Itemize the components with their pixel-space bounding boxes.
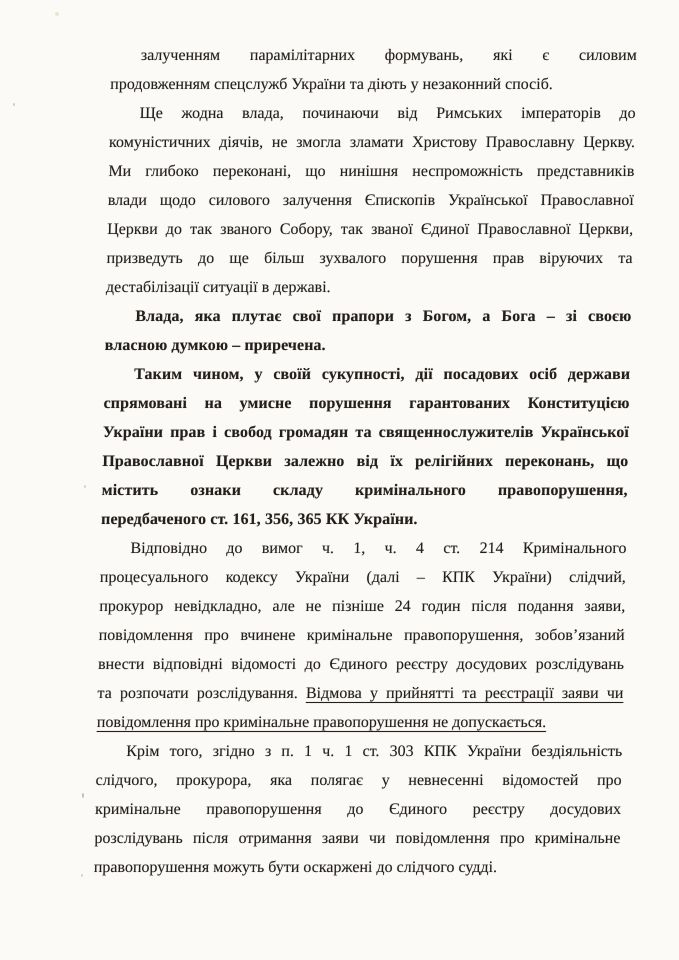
text-segment: внести відповідні відомості до Єдиного реєстру досудових розслідувань: [97, 656, 625, 673]
text-segment: Православної Церкви залежно від їх релігійних переконань, що: [102, 453, 629, 470]
paragraph: [101, 360, 631, 534]
text-line: [106, 244, 633, 273]
text-segment: містить ознаки складу кримінального правопорушення,: [101, 482, 628, 499]
text-line: [108, 157, 635, 186]
text-line: [105, 302, 632, 331]
text-line: [106, 273, 633, 302]
text-line: [97, 679, 624, 708]
text-segment: комуністичних діячів, не змогла зламати Христову Православну Церкву.: [108, 134, 636, 151]
text-line: [107, 215, 634, 244]
text-segment: Ми глибоко переконані, що нинішня неспроможність представників: [108, 163, 635, 180]
paragraph: [97, 534, 627, 737]
paragraph: [110, 41, 637, 99]
text-segment: продовженням спецслужб України та діють у незаконний спосіб.: [110, 76, 554, 93]
text-segment: розслідувань після отримання заяви чи повідомлення про кримінальне: [94, 830, 621, 847]
text-segment: Влада, яка плутає свої прапори з Богом, а Бога – зі своєю: [135, 308, 632, 325]
text-line: [94, 824, 621, 853]
text-segment: дестабілізації ситуації в державі.: [105, 279, 331, 296]
text-line: [103, 418, 630, 447]
text-line: [100, 563, 627, 592]
text-line: [107, 186, 634, 215]
paragraph: [104, 302, 631, 360]
text-segment: Церкви до так званого Собору, так званої Єдиної Православної Церкви,: [107, 221, 634, 238]
text-line: [104, 360, 631, 389]
text-line: [110, 70, 637, 99]
text-line: [95, 766, 622, 795]
text-line: [98, 621, 625, 650]
text-line: [100, 534, 627, 563]
text-segment: України прав і свобод громадян та священнослужителів Української: [102, 424, 630, 441]
text-segment: залученням парамілітарних формувань, які є силовим: [140, 47, 638, 64]
text-line: [103, 389, 630, 418]
text-segment: слідчого, прокурора, яка полягає у невнесенні відомостей про: [95, 772, 622, 789]
text-segment: кримінальне правопорушення до Єдиного реєстру досудових: [94, 801, 622, 818]
text-segment: та розпочати розслідування.: [97, 685, 307, 702]
text-segment: власною думкою – приречена.: [104, 337, 326, 354]
text-segment: повідомлення про вчинене кримінальне правопорушення, зобов’язаний: [98, 627, 625, 644]
text-line: [111, 41, 638, 70]
underlined-statement-text: Відмова у прийнятті та реєстрації заяви чи: [305, 685, 624, 702]
text-line: [109, 128, 636, 157]
text-line: [101, 476, 628, 505]
underlined-statement-text: повідомлення про кримінальне правопорушення не допускається.: [96, 714, 547, 731]
text-segment: Відповідно до вимог ч. 1, ч. 4 ст. 214 Кримінального: [130, 540, 627, 557]
text-line: [104, 331, 631, 360]
text-line: [94, 853, 621, 882]
text-segment: Крім того, згідно з п. 1 ч. 1 ст. 303 КПК України бездіяльність: [126, 743, 623, 760]
text-line: [98, 650, 625, 679]
text-line: [97, 708, 624, 737]
text-line: [95, 795, 622, 824]
text-segment: влади щодо силового залучення Єпископів Української Православної: [107, 192, 634, 209]
text-segment: Таким чином, у своїй сукупності, дії посадових осіб держави: [133, 366, 631, 383]
text-segment: правопорушення можуть бути оскаржені до слідчого судді.: [93, 859, 498, 876]
text-line: [99, 592, 626, 621]
text-segment: прокурор невідкладно, але не пізніше 24 годин після подання заяви,: [99, 598, 626, 615]
text-line: [102, 447, 629, 476]
text-segment: передбаченого ст. 161, 356, 365 КК України.: [100, 511, 418, 528]
text-line: [96, 737, 623, 766]
text-segment: призведуть до ще більш зухвалого порушення прав віруючих та: [106, 250, 633, 267]
text-line: [109, 99, 636, 128]
paragraph: [94, 737, 623, 882]
text-segment: Ще жодна влада, починаючи від Римських імператорів до: [139, 105, 636, 122]
text-segment: спрямовані на умисне порушення гарантованих Конституцією: [103, 395, 630, 412]
text-line: [101, 505, 628, 534]
paragraph: [106, 99, 636, 302]
text-segment: процесуального кодексу України (далі – КПК України) слідчий,: [99, 569, 627, 586]
